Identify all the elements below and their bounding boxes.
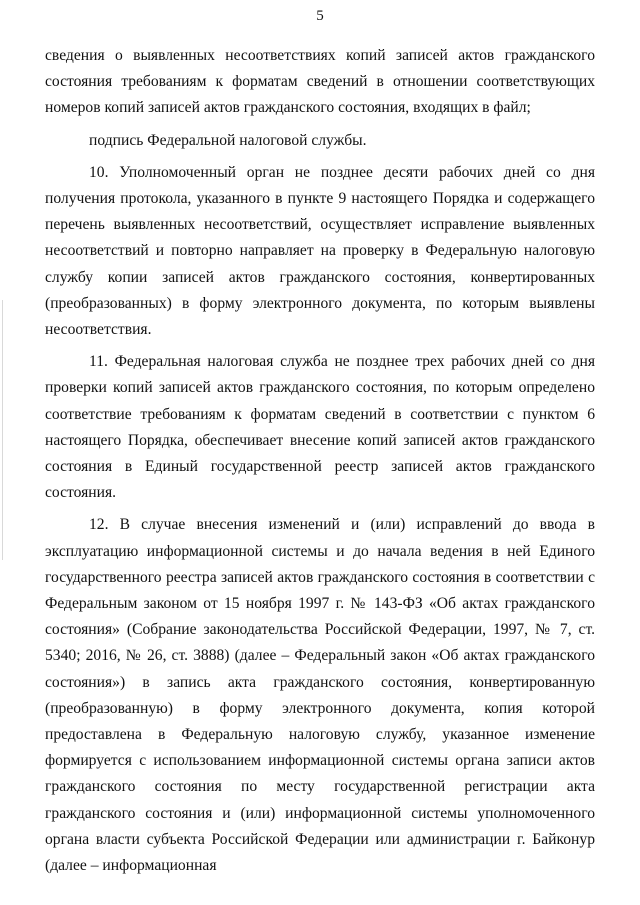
paragraph-signature: подпись Федеральной налоговой службы.	[89, 131, 367, 149]
paragraph-information-list-end: сведения о выявленных несоответствиях копий записей актов гражданского состояния требованиям к форматам сведений в отношении соответствующих номеров копий записей актов гражданского состояния, входящих в файл;	[45, 47, 595, 117]
page-number: 5	[316, 8, 324, 24]
scan-edge-line	[2, 300, 3, 560]
document-body	[45, 43, 595, 879]
paragraph-item-12: 12. В случае внесения изменений и (или) исправлений до ввода в эксплуатацию информационной системы и до начала ведения в ней Единого государственного реестра записей актов гражданского состояния в соответствии с Федеральным законом от 15 ноября 1997 г. № 143-ФЗ «Об актах гражданского состояния» (Собрание законодательства Российской Федерации, 1997, № 7, ст. 5340; 2016, № 26, ст. 3888) (далее – Федеральный закон «Об актах гражданского состояния») в запись акта гражданского состояния, конвертированную (преобразованную) в форму электронного документа, копия которой предоставлена в Федеральную налоговую службу, указанное изменение формируется с использованием информационной системы органа записи актов гражданского состояния по месту государственной регистрации акта гражданского состояния и (или) информационной системы уполномоченного органа власти субъекта Российской Федерации или администрации г. Байконур (далее – информационная	[45, 516, 595, 875]
paragraph-item-10: 10. Уполномоченный орган не позднее десяти рабочих дней со дня получения протокола, указанного в пункте 9 настоящего Порядка и содержащего перечень выявленных несоответствий, осуществляет исправление выявленных несоответствий и повторно направляет на проверку в Федеральную налоговую службу копии записей актов гражданского состояния, конвертированных (преобразованных) в форму электронного документа, по которым выявлены несоответствия.	[45, 163, 595, 339]
paragraph-item-11: 11. Федеральная налоговая служба не позднее трех рабочих дней со дня проверки копий записей актов гражданского состояния, по которым определено соответствие требованиям к форматам сведений в соответствии с пунктом 6 настоящего Порядка, обеспечивает внесение копий записей актов гражданского состояния в Единый государственной реестр записей актов гражданского состояния.	[45, 353, 595, 502]
